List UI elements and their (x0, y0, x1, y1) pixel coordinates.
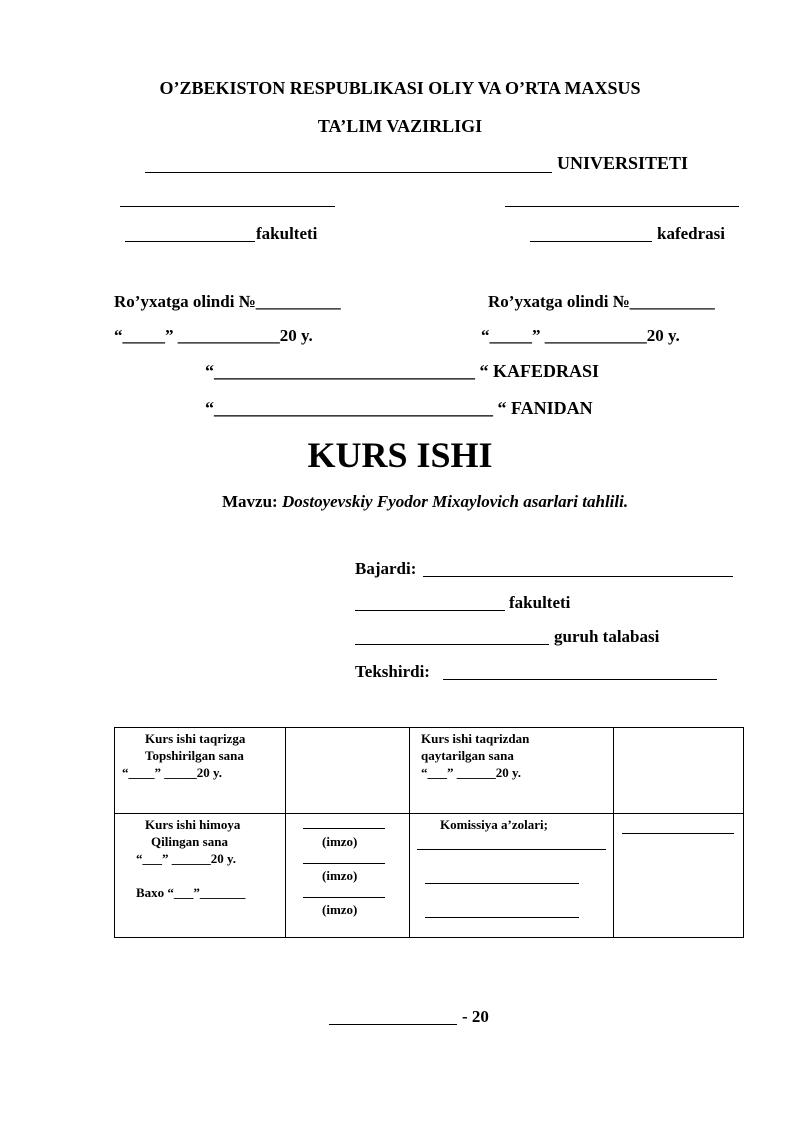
ministry-line-1: O’ZBEKISTON RESPUBLIKASI OLIY VA O’RTA MAXSUS (159, 78, 641, 98)
university-label: UNIVERSITETI (557, 153, 689, 173)
return-cell (410, 728, 614, 814)
topic-value: Dostoyevskiy Fyodor Mixaylovich asarlari tahlili. (281, 492, 629, 511)
registration-label-left: Ro’yxatga olindi №__________ (114, 292, 341, 311)
review-table (114, 727, 744, 938)
signature-blank-1 (303, 828, 385, 829)
topic-label: Mavzu: (222, 492, 278, 511)
defense-line-1: Kurs ishi himoya (145, 817, 241, 832)
university-name-blank (145, 172, 552, 173)
submit-line-3: “____” _____20 y. (122, 765, 223, 780)
commission-label: Komissiya a’zolari; (440, 817, 548, 832)
signature-label-1: (imzo) (322, 834, 358, 849)
group-blank (355, 644, 549, 645)
student-faculty-blank (355, 610, 505, 611)
blank-line-right (505, 206, 739, 207)
return-line-1: Kurs ishi taqrizdan (421, 731, 530, 746)
signature-blank-3 (303, 897, 385, 898)
defense-cell (115, 814, 286, 938)
department-label: kafedrasi (657, 224, 725, 243)
group-label: guruh talabasi (554, 627, 660, 646)
checked-by-label: Tekshirdi: (355, 662, 430, 681)
student-faculty-label: fakulteti (509, 593, 571, 612)
topic (222, 492, 628, 512)
signature-cell (286, 814, 410, 938)
page-title: KURS ISHI (307, 435, 493, 475)
registration-date-left: “_____” ____________20 y. (114, 326, 313, 345)
submit-line-2: Topshirilgan sana (145, 748, 244, 763)
commission-sign-cell (614, 814, 744, 938)
return-line-3: “___” ______20 y. (421, 765, 522, 780)
submit-line-1: Kurs ishi taqrizga (145, 731, 246, 746)
commission-blank-1 (417, 849, 606, 850)
signature-label-2: (imzo) (322, 868, 358, 883)
checked-by-blank (443, 679, 717, 680)
signature-label-3: (imzo) (322, 902, 358, 917)
defense-line-3: “___” ______20 y. (136, 851, 237, 866)
empty-cell-1 (286, 728, 410, 814)
discipline-line: “_______________________________ “ FANIDAN (205, 398, 593, 418)
commission-blank-3 (425, 917, 579, 918)
blank-line-left (120, 206, 335, 207)
commission-cell (410, 814, 614, 938)
footer-city-blank (329, 1024, 457, 1025)
defense-line-4: Baxo “___”_______ (136, 885, 246, 900)
done-by-label: Bajardi: (355, 559, 417, 578)
footer-year: - 20 (462, 1007, 489, 1026)
defense-line-2: Qilingan sana (151, 834, 228, 849)
faculty-label: fakulteti (256, 224, 318, 243)
submit-cell (115, 728, 286, 814)
commission-blank-2 (425, 883, 579, 884)
faculty-blank (125, 241, 255, 242)
empty-cell-2 (614, 728, 744, 814)
department-blank (530, 241, 652, 242)
ministry-line-2: TA’LIM VAZIRLIGI (317, 116, 483, 136)
department-line: “_____________________________ “ KAFEDRASI (205, 361, 600, 381)
done-by-blank (423, 576, 733, 577)
signature-blank-2 (303, 863, 385, 864)
registration-date-right: “_____” ____________20 y. (481, 326, 680, 345)
return-line-2: qaytarilgan sana (421, 748, 514, 763)
registration-label-right: Ro’yxatga olindi №__________ (488, 292, 715, 311)
commission-sign-blank (622, 833, 734, 834)
